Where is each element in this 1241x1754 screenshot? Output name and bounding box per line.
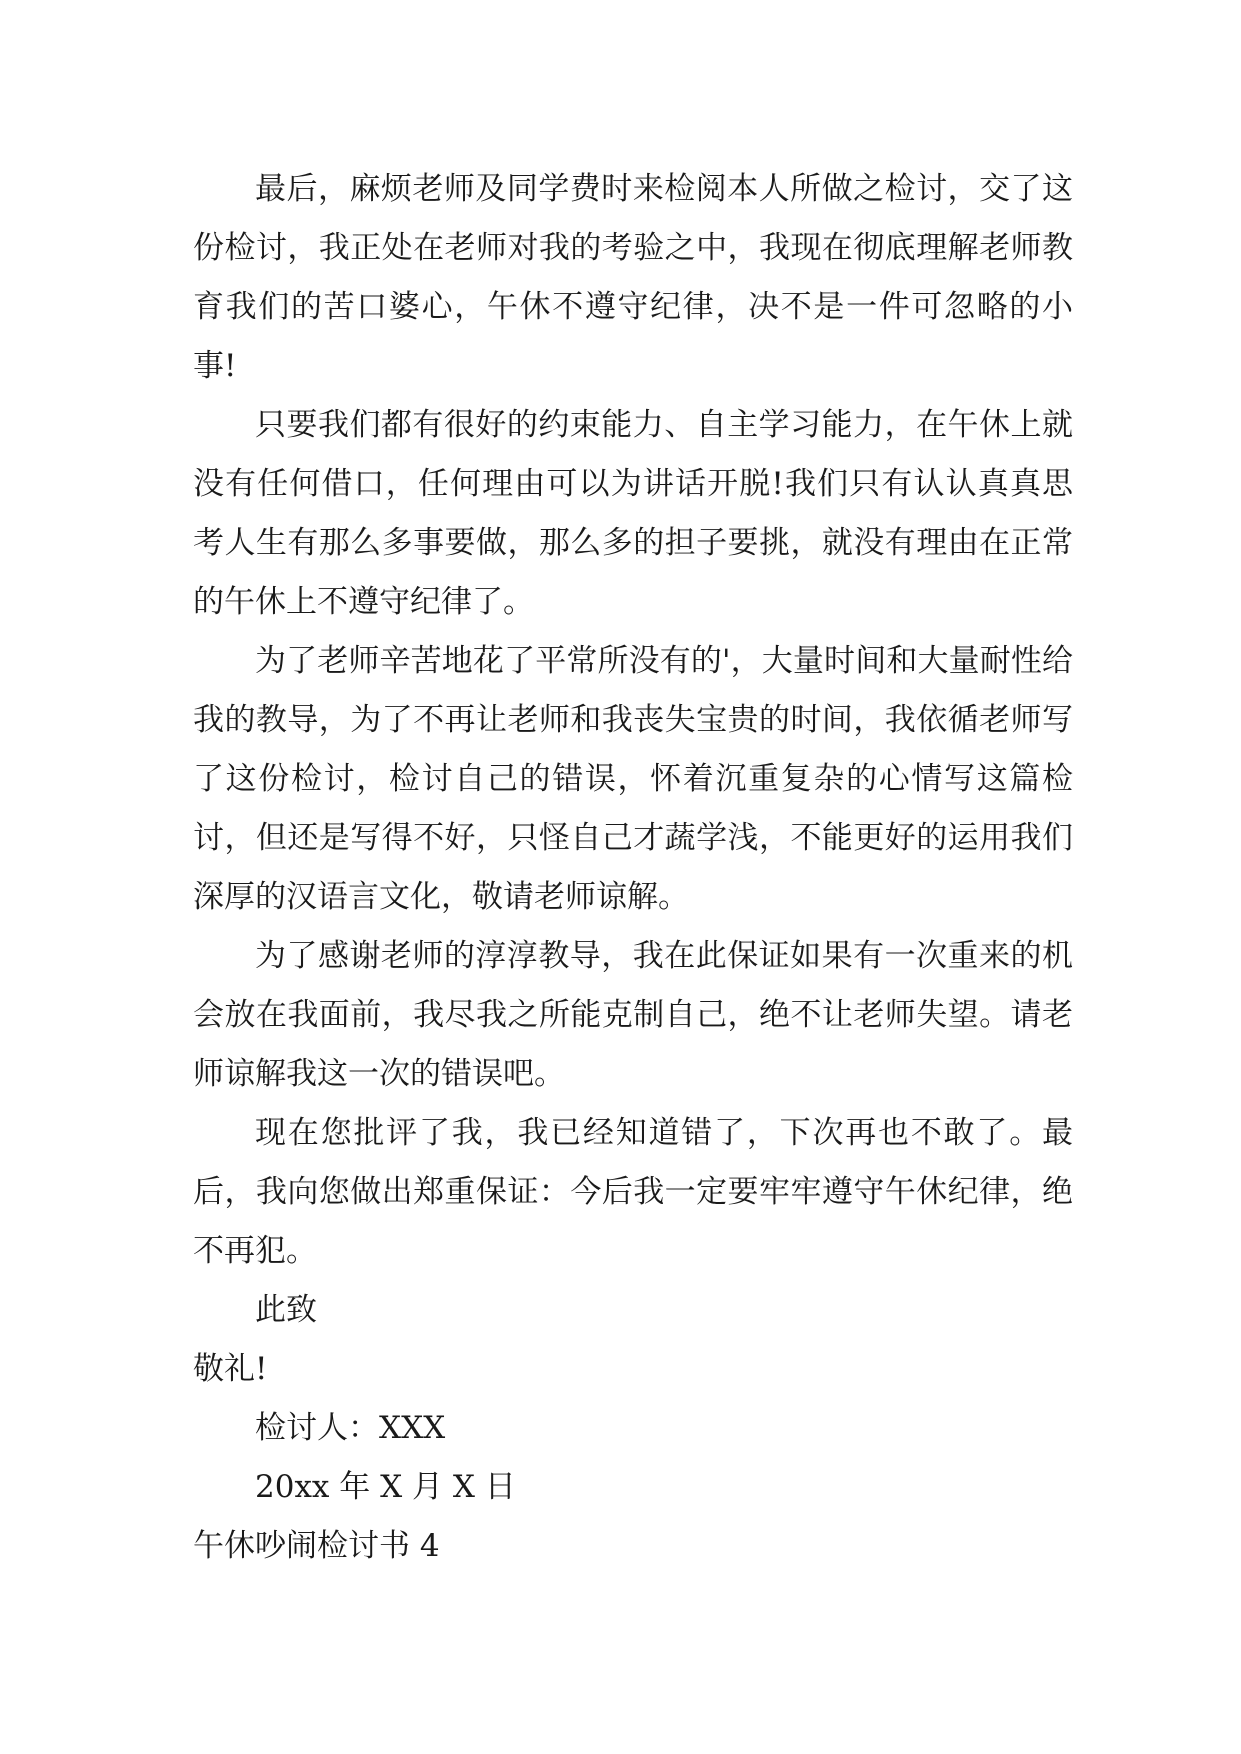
paragraph-4: 为了感谢老师的淳淳教导，我在此保证如果有一次重来的机会放在我面前，我尽我之所能克制自己，绝不让老师失望。请老师谅解我这一次的错误吧。 [193, 938, 1073, 1092]
paragraph-5: 现在您批评了我，我已经知道错了，下次再也不敢了。最后，我向您做出郑重保证：今后我一定要牢牢遵守午休纪律，绝不再犯。 [193, 1115, 1073, 1269]
closing-salutation: 此致 [255, 1292, 317, 1328]
paragraph-3: 为了老师辛苦地花了平常所没有的'，大量时间和大量耐性给我的教导，为了不再让老师和我丧失宝贵的时间，我依循老师写了这份检讨，检讨自己的错误，怀着沉重复杂的心情写这篇检讨，但还是写得不好，只怪自己才蔬学浅，不能更好的运用我们深厚的汉语言文化，敬请老师谅解。 [193, 643, 1073, 915]
signer-line: 检讨人：XXX [255, 1410, 446, 1446]
paragraph-2: 只要我们都有很好的约束能力、自主学习能力，在午休上就没有任何借口，任何理由可以为讲话开脱!我们只有认认真真思考人生有那么多事要做，那么多的担子要挑，就没有理由在正常的午休上不遵守纪律了。 [193, 407, 1073, 620]
document-body [193, 160, 1073, 1576]
paragraph-1: 最后，麻烦老师及同学费时来检阅本人所做之检讨，交了这份检讨，我正处在老师对我的考验之中，我现在彻底理解老师教育我们的苦口婆心，午休不遵守纪律，决不是一件可忽略的小事! [193, 171, 1073, 384]
closing-regards: 敬礼! [193, 1351, 268, 1387]
next-section-title: 午休吵闹检讨书 4 [193, 1528, 440, 1564]
date-line: 20xx 年 X 月 X 日 [255, 1469, 516, 1505]
